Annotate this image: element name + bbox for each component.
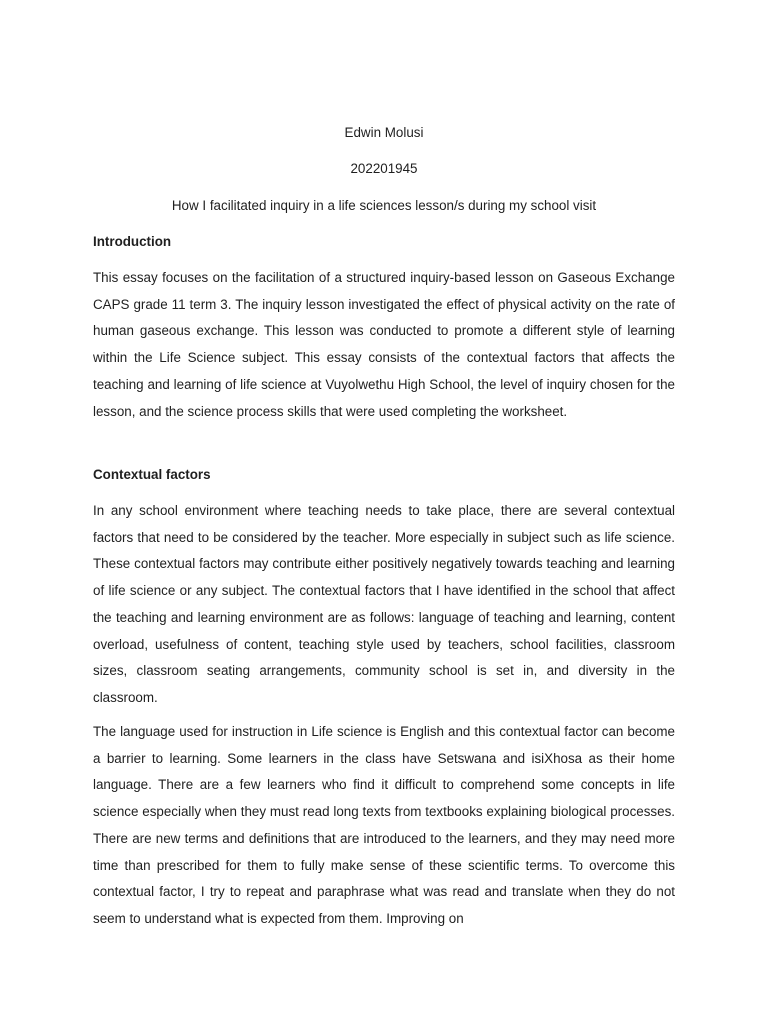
heading-introduction: Introduction [93,234,172,249]
paragraph-language: The language used for instruction in Life science is English and this contextual factor can become a barrier to learning. Some learners in the class have Setswana and isiXhosa as their home language. There are a few learners who find it difficult to comprehend some concepts in life science especially when they must read long texts from textbooks explaining biological processes. There are new terms and definitions that are introduced to the learners, and they may need more time than prescribed for them to fully make sense of these scientific terms. To overcome this contextual factor, I try to repeat and paraphrase what was read and translate when they do not seem to understand what is expected from them. Improving on [93,724,675,926]
author-name: Edwin Molusi [344,125,424,140]
paragraph-introduction: This essay focuses on the facilitation of a structured inquiry-based lesson on Gaseous Exchange CAPS grade 11 term 3. The inquiry lesson investigated the effect of physical activity on the rate of human gaseous exchange. This lesson was conducted to promote a different style of learning within the Life Science subject. This essay consists of the contextual factors that affects the teaching and learning of life science at Vuyolwethu High School, the level of inquiry chosen for the lesson, and the science process skills that were used completing the worksheet. [93,270,675,419]
student-number: 202201945 [350,161,418,176]
paragraph-contextual-factors: In any school environment where teaching needs to take place, there are several contextual factors that need to be considered by the teacher. More especially in subject such as life science. These contextual factors may contribute either positively negatively towards teaching and learning of life science or any subject. The contextual factors that I have identified in the school that affect the teaching and learning environment are as follows: language of teaching and learning, content overload, usefulness of content, teaching style used by teachers, school facilities, classroom sizes, classroom seating arrangements, community school is set in, and diversity in the classroom. [93,503,675,705]
heading-contextual-factors: Contextual factors [93,467,211,482]
essay-title: How I facilitated inquiry in a life sciences lesson/s during my school visit [171,198,597,213]
